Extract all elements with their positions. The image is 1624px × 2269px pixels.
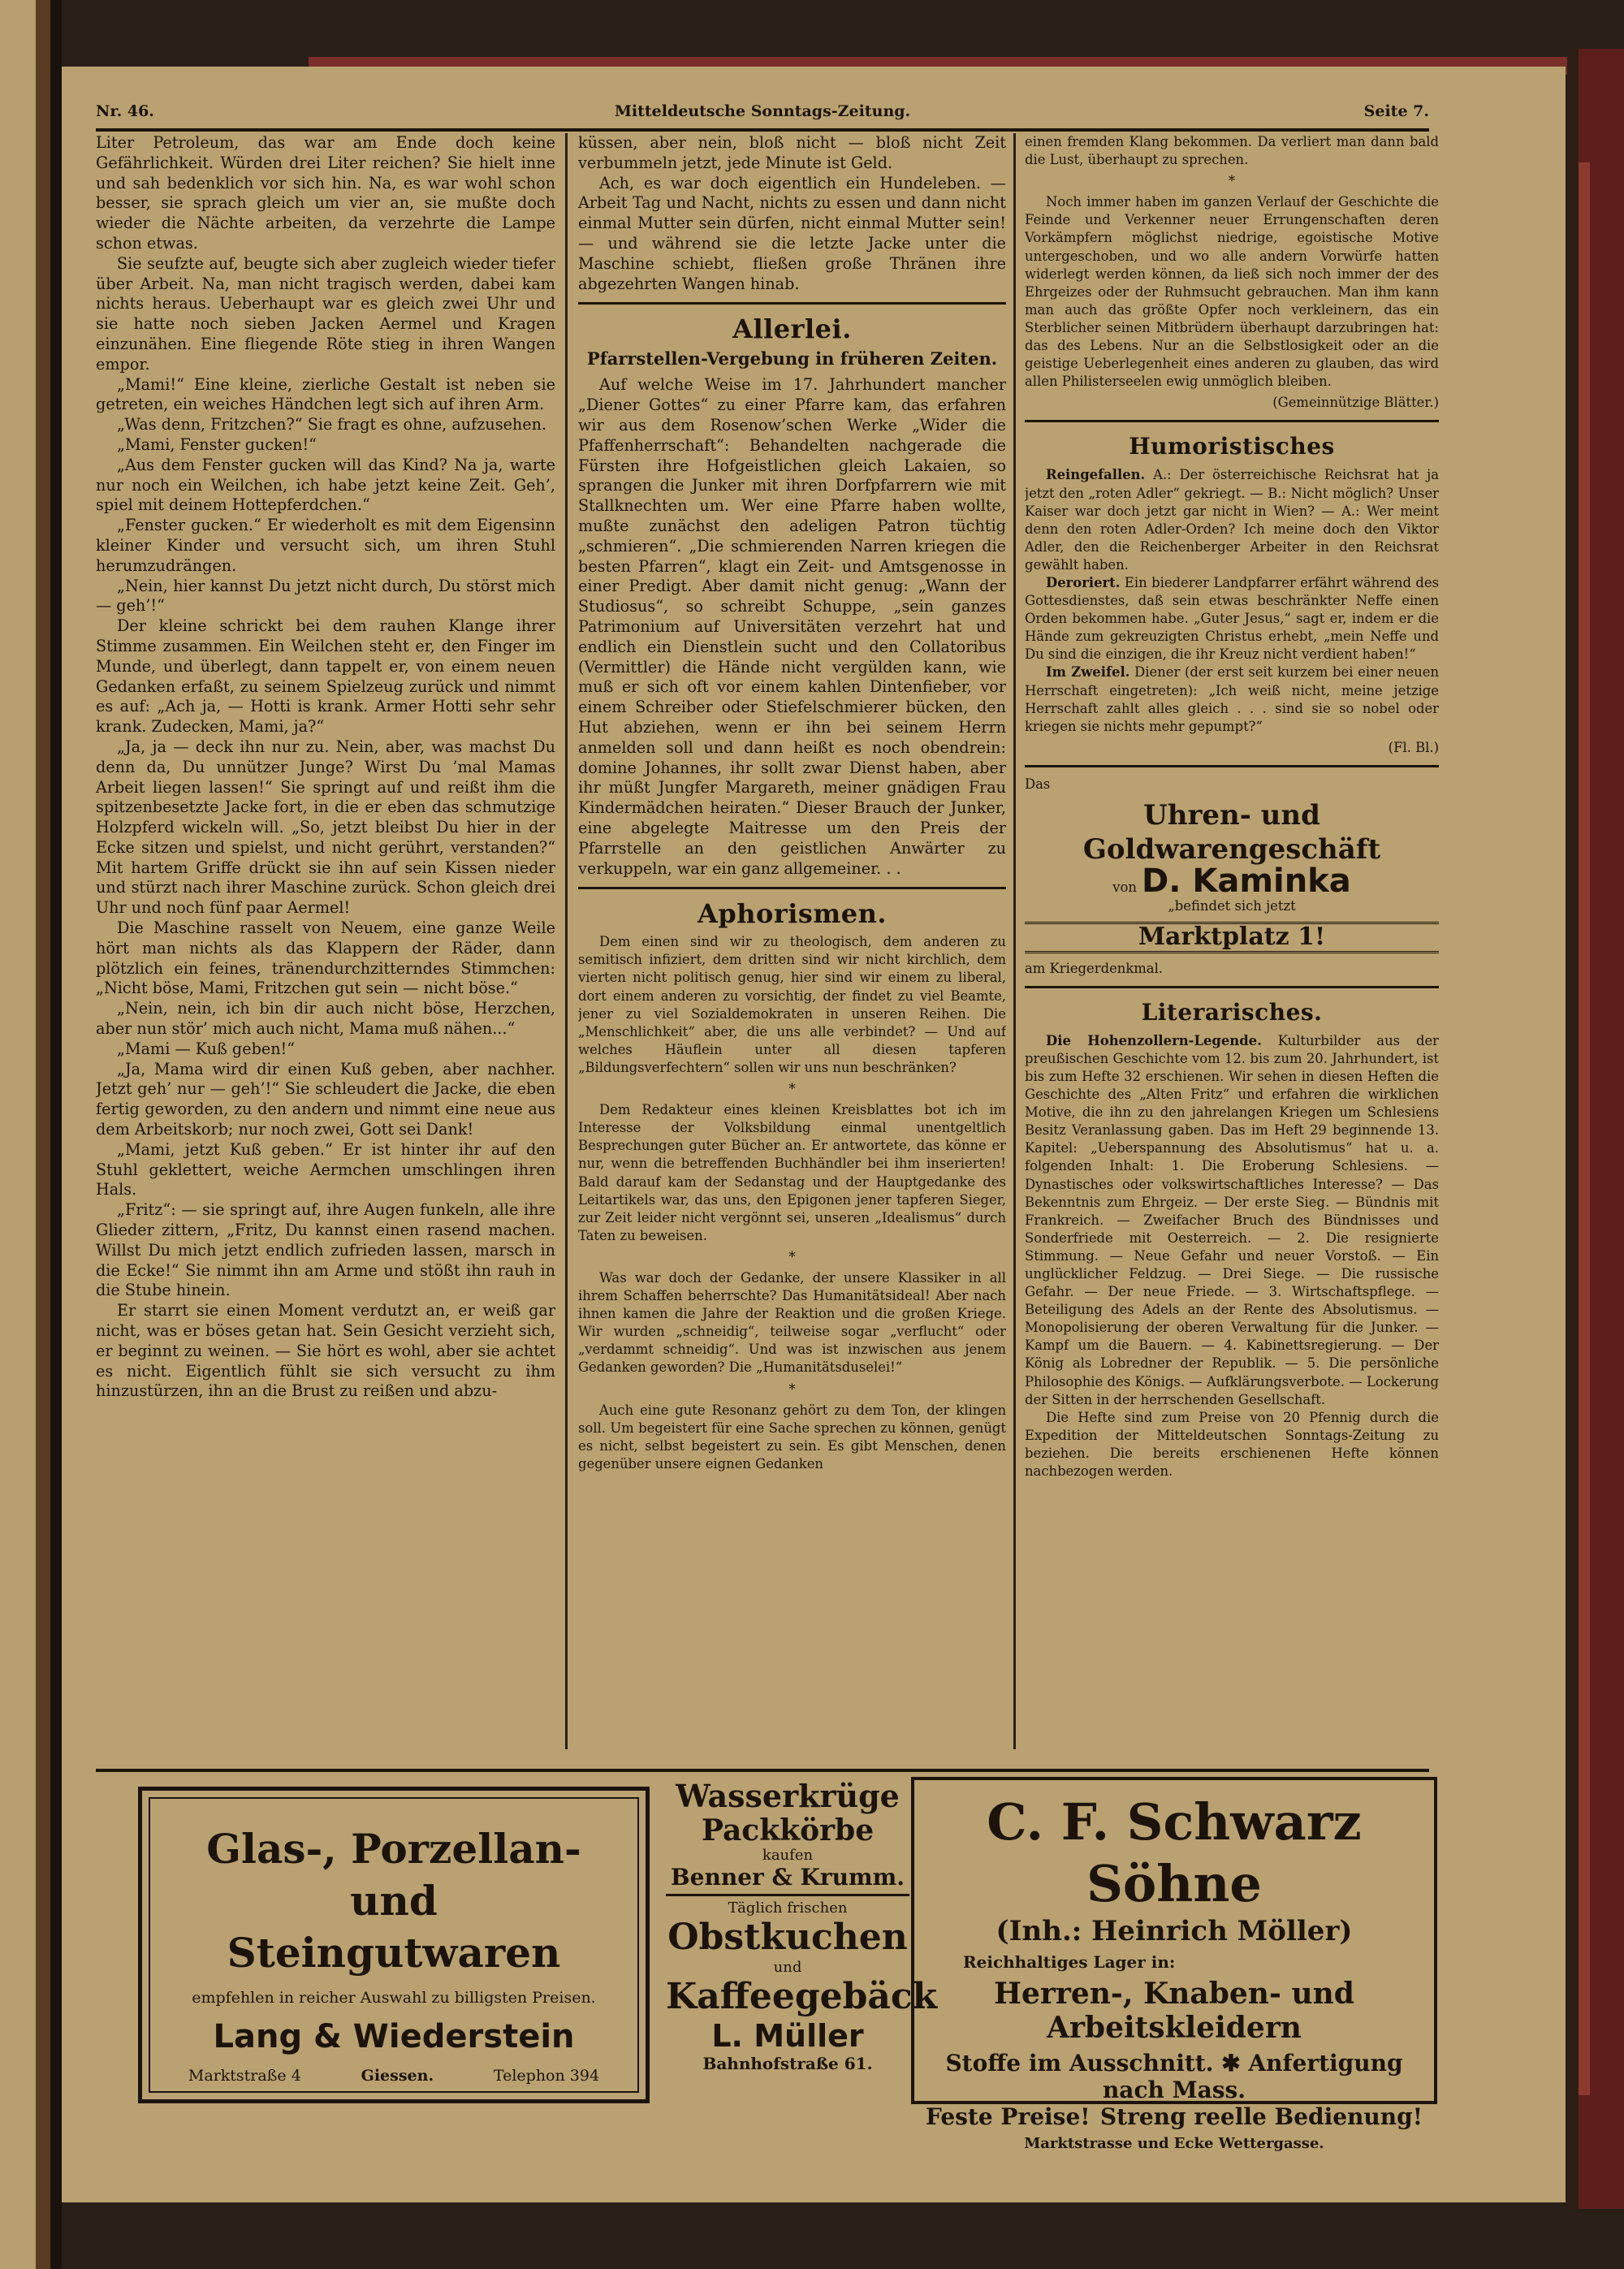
ad-city: Giessen. [361, 2067, 434, 2085]
story-paragraph: „Aus dem Fenster gucken will das Kind? Na ja, warte nur noch ein Weilchen, ich habe jetzt keine Zeit. Geh’, spiel mit deinem Hottepferdchen.“ [96, 455, 555, 515]
column-divider [1013, 133, 1016, 1749]
ad-line: (Inh.: Heinrich Möller) [996, 1915, 1353, 1947]
ad-addr: Marktstraße 4 [188, 2067, 301, 2085]
aphorism: Noch immer haben im ganzen Verlauf der Geschichte die Feinde und Verkenner neuer Errungenschaften deren Vorkämpfern möglichst niedrige, egoistische Motive untergeschoben, und wo alle andern Vorwürfe hatten widerlegt werden können, da ließ sich noch immer der des Ehrgeizes oder der Ruhmsucht gebrauchen. Man ihm kann man auch das größte Opfer noch verkleinern, das ein Sterblicher seinen Mitbrüdern überhaupt darzubringen hat: das des Lebens. Nur an die Selbstlosigkeit oder an die geistige Ueberlegenheit eines anderen zu glauben, das wird allen Philisterseelen ewig unmöglich bleiben. [1025, 194, 1439, 390]
ad-mueller [666, 1778, 938, 2095]
story-paragraph: „Was denn, Fritzchen?“ Sie fragt es ohne, aufzusehen. [117, 415, 547, 434]
ad-line: Streng reelle Bedienung! [1099, 2103, 1423, 2130]
literarisches-title: Literarisches. [1141, 998, 1323, 1026]
story-paragraph: „Ja, Mama wird dir einen Kuß geben, aber nachher. Jetzt geh’ nur — geh’!“ Sie schleudert die Jacke, die eben fertig geworden, zu den andern und nimmt eine neue aus dem Arbeitskorb; nur noch zwei, Gott sei Dank! [96, 1059, 555, 1139]
aphorismen-title: Aphorismen. [698, 898, 887, 930]
humor-title: Humoristisches [1129, 433, 1335, 460]
joke-head: Deroriert. [1046, 574, 1121, 590]
ad-markt: Marktplatz 1! [1025, 922, 1439, 953]
source-note: (Fl. Bl.) [1388, 739, 1439, 755]
lit-end: Die Hefte sind zum Preise von 20 Pfennig durch die Expedition der Mitteldeutschen Sonntags-Zeitung zu beziehen. Die bereits erschienenen Hefte können nachbezogen werden. [1025, 1409, 1439, 1480]
page-number: Seite 7. [1363, 102, 1429, 120]
column-humor [1025, 133, 1439, 1749]
newspaper-title: Mitteldeutsche Sonntags-Zeitung. [614, 102, 911, 120]
aphorism: Auch eine gute Resonanz gehört zu dem Ton, der klingen soll. Um begeistert für eine Sache sprechen zu können, genügt es nicht, selbst begeistert zu sein. Es gibt Menschen, denen gegenüber unsere eignen Gedanken [578, 1402, 1006, 1472]
story-paragraph: Die Maschine rasselt von Neuem, eine ganze Weile hört man nichts als das Klappern der Räder, dann plötzlich ein feines, tränendurchzitterndes Stimmchen: „Nicht böse, Mami, Fritzchen gut sein — nicht böse.“ [96, 918, 555, 998]
story-paragraph: „Mami!“ Eine kleine, zierliche Gestalt ist neben sie getreten, ein weiches Händchen legt sich auf ihren Arm. [96, 374, 555, 414]
book-spine [50, 0, 62, 2269]
story-paragraph: Ach, es war doch eigentlich ein Hundeleben. — Arbeit Tag und Nacht, nichts zu essen und dann nicht einmal Mutter sein dürfen, nicht einmal Mutter sein! — und während sie die letzte Jacke unter die Maschine schiebt, fließen große Thränen ihre abgezehrten Wangen hinab. [578, 173, 1006, 293]
ad-addr: Bahnhofstraße 61. [702, 2054, 873, 2073]
joke-text: A.: Der österreichische Reichsrat hat ja jetzt den „roten Adler“ gekriegt. — B.: Nicht möglich? Unser Kaiser war doch jetzt gar nicht in Wien? — A.: Wer meint denn den roten Adler-Orden? Ich meine doch den Viktor Adler, den die Reichenberger Arbeiter in den Reichsrat gewählt haben. [1025, 467, 1439, 573]
ad-befindet: „befindet sich jetzt [1168, 897, 1296, 914]
section-rule [1025, 420, 1439, 422]
ad-das: Das [1025, 776, 1051, 792]
aphorism: Dem einen sind wir zu theologisch, dem anderen zu semitisch infiziert, dem dritten sind wir nicht kirchlich, dem vierten nicht politisch genug, hier sind wir einem zu liberal, dort einem anderen zu vorsichtig, der findet zu viel Beamte, jener zu viel Sozialdemokraten in unseren Reihen. Die „Menschlichkeit“ aber, die uns alle verbindet? — Und auf welches Häuflein unter all diesen tapferen „Bildungsverfechtern“ sollen wir uns nun beschränken? [578, 934, 1006, 1075]
story-paragraph: „Nein, nein, ich bin dir auch nicht böse, Herzchen, aber nun stör’ mich auch nicht, Mama muß nähen...“ [96, 999, 555, 1039]
cover-band [1579, 162, 1590, 2095]
ads-rule [96, 1769, 1429, 1772]
aphorism: Dem Redakteur eines kleinen Kreisblattes bot ich im Interesse der Volksbildung einmal unentgeltlich Besprechungen guter Bücher an. Er antwortete, das könne er nur, wenn die betreffenden Buchhändler bei ihm inserierten! Bald darauf kam der Sedanstag und der Hauptgedanke des Leitartikels war, das uns, den Epigonen jener tapferen Sieger, zur Zeit leider nicht vergönnt sei, unseren „Idealismus“ durch Taten zu beweisen. [578, 1102, 1006, 1243]
ad-line: empfehlen in reicher Auswahl zu billigsten Preisen. [192, 1989, 596, 2007]
ad-company: C. F. Schwarz Söhne [987, 1792, 1362, 1913]
story-paragraph: „Fenster gucken.“ Er wiederholt es mit dem Eigensinn kleiner Kinder und versucht sich, um ihren Stuhl herumzudrängen. [96, 516, 555, 575]
story-paragraph: „Fritz“: — sie springt auf, ihre Augen funkeln, alle ihre Glieder zittern, „Fritz, Du kannst einen rasend machen. Willst Du mich jetzt endlich zufrieden lassen, marsch in die Ecke!“ Sie nimmt ihn am Arme und stößt ihn rauh in die Stube hinein. [96, 1200, 555, 1300]
story-paragraph: Liter Petroleum, das war am Ende doch keine Gefährlichkeit. Würden drei Liter reichen? Sie hielt inne und sah bedenklich vor sich hin. Na, es war wohl schon besser, sie sprach gleich um vier an, sie mußte doch wieder die Nächte arbeiten, da verzehrte die Lampe schon etwas. [96, 133, 555, 253]
cover-stripe [1567, 49, 1579, 2209]
ad-am: am Kriegerdenkmal. [1025, 960, 1164, 976]
lit-head: Die Hohenzollern-Legende. [1046, 1032, 1262, 1048]
story-paragraph: „Mami, jetzt Kuß geben.“ Er ist hinter ihr auf den Stuhl geklettert, weiche Aermchen umschlingen ihren Hals. [96, 1139, 555, 1199]
ad-line: Packkörbe [701, 1813, 875, 1848]
story-paragraph: Er starrt sie einen Moment verdutzt an, er weiß gar nicht, was er böses getan hat. Sein Gesicht verzieht sich, er beginnt zu weinen. — Sie hört es wohl, aber sie achtet es nicht. Eigentlich fühlt sie sich versucht zu ihm hinzustürzen, ihn an die Brust zu reißen und abzu- [96, 1301, 555, 1401]
allerlei-title: Allerlei. [732, 313, 852, 345]
ad-schwarz [911, 1777, 1437, 2152]
separator-star: * [788, 1248, 796, 1264]
ad-company: Lang & Wiederstein [213, 2018, 575, 2055]
ad-line: Stoffe im Ausschnitt. ✱ Anfertigung nach Mass. [945, 2050, 1403, 2103]
issue-number: Nr. 46. [96, 102, 154, 120]
cover-edge-right [1567, 49, 1624, 2209]
page-header [96, 102, 1429, 123]
ad-company: L. Müller [711, 2018, 864, 2054]
section-rule [578, 302, 1006, 305]
story-paragraph: Sie seufzte auf, beugte sich aber zugleich wieder tiefer über Arbeit. Na, man nicht tragisch werden, dabei kam nichts heraus. Ueberhaupt war es gleich zwei Uhr und sie hatte noch sieben Jacken Aermel und Kragen einzunähen. Eine fliegende Röte stieg in ihren Wangen empor. [96, 253, 555, 374]
header-rule [96, 128, 1429, 132]
story-paragraph: küssen, aber nein, bloß nicht — bloß nicht Zeit verbummeln jetzt, jede Minute ist Geld. [578, 133, 1006, 172]
ad-firm: Uhren- und Goldwarengeschäft [1082, 799, 1381, 866]
section-rule [1025, 986, 1439, 988]
ad-tel: Telephon 394 [493, 2067, 600, 2085]
ad-line: und [773, 1959, 802, 1976]
left-page-shadow [36, 0, 50, 2269]
ad-glas-porzellan [138, 1787, 650, 2103]
joke-text: Diener (der erst seit kurzem bei einer neuen Herrschaft eingetreten): „Ich weiß nicht, meine jetzige Herrschaft zahlt alles gleich . . . sind sie so nobel oder kriegen sie nichts mehr gepumpt?“ [1025, 664, 1439, 734]
ad-addr: Marktstrasse und Ecke Wettergasse. [1024, 2135, 1324, 2152]
column-divider [565, 133, 568, 1749]
section-rule [1025, 765, 1439, 767]
column-allerlei [578, 133, 1006, 1749]
pfarr-title: Pfarrstellen-Vergebung in früheren Zeiten. [586, 348, 998, 370]
ad-line: Wasserkrüge [676, 1778, 900, 1814]
story-paragraph: Der kleine schrickt bei dem rauhen Klange ihrer Stimme zusammen. Ein Weilchen steht er, den Finger im Munde, und überlegt, dann tappelt er, von einem neuen Gedanken erfaßt, zu seinem Spielzeug zurück und nimmt es auf: „Ach ja, — Hotti is krank. Armer Hotti sehr sehr krank. Zudecken, Mami, ja?“ [96, 616, 555, 737]
ad-line: Kaffeegebäck [666, 1976, 938, 2017]
story-paragraph: „Ja, ja — deck ihn nur zu. Nein, aber, was machst Du denn da, Du unnützer Junge? Wirst Du ’mal Mamas Arbeit liegen lassen!“ Sie springt auf und reißt ihm die spitzenbesetzte Jacke fort, in die er eben das schmutzige Holzpferd wickeln will. „So, jetzt bleibst Du hier in der Ecke sitzen und spielst, und nicht gerührt, verstanden?“ Mit hartem Griffe drückt sie ihn auf sein Kissen nieder und stürzt nach ihrer Maschine zurück. Schon gleich drei Uhr und noch fünf paar Aermel! [96, 737, 555, 918]
ad-von: von [1112, 880, 1137, 895]
ad-line: Täglich frischen [728, 1899, 848, 1917]
ad-name: D. Kaminka [1142, 862, 1351, 900]
source-note: (Gemeinnützige Blätter.) [1272, 395, 1439, 411]
lit-text: Kulturbilder aus der preußischen Geschichte vom 12. bis zum 20. Jahrhundert, ist bis zum Hefte 32 erschienen. Wir sehen in diesen Heften die Geschichte des „Alten Fritz“ und erfahren die wirklichen Motive, die ihn zu den jahrelangen Kriegen um Schlesiens Besitz Veranlassung gaben. Das im Heft 29 beginnende 13. Kapitel: „Ueberspannung des Absolutismus“ hat u. a. folgenden Inhalt: 1. Die Eroberung Schlesiens. — Dynastisches oder volkswirtschaftliches Interesse? — Das Bekenntnis zum Ehrgeiz. — Der erste Sieg. — Bündnis mit Frankreich. — Zweifacher Bruch des Bündnisses und Sonderfriede mit Oesterreich. — 2. Die resignierte Stimmung. — Neue Gefahr und neuer Vorstoß. — Ein unglücklicher Feldzug. — Drei Siege. — Die russische Gefahr. — Der neue Friede. — 3. Wirtschaftspflege. — Beteiligung des Adels an der Rente des Absolutismus. — Monopolisierung der oberen Verwaltung für die Junker. — Kampf um die Bauern. — 4. Kabinettsregierung. — Der König als Lobredner der Republik. — 5. Die persönliche Philosophie des Königs. — Aufklärungsverbote. — Lockerung der Sitten in der herrschenden Gesellschaft. [1025, 1032, 1439, 1407]
separator-star: * [788, 1381, 796, 1397]
ad-line: Glas-, Porzellan- und [206, 1825, 581, 1925]
ad-line: kaufen [762, 1847, 814, 1864]
ad-line: Reichhaltiges Lager in: [963, 1952, 1176, 1972]
story-paragraph: „Mami, Fenster gucken!“ [117, 434, 317, 454]
joke-head: Reingefallen. [1046, 467, 1146, 483]
left-page-edge [0, 0, 50, 2269]
separator-star: * [1228, 173, 1236, 189]
ad-line: Obstkuchen [667, 1917, 908, 1958]
ad-line: Benner & Krumm. [666, 1864, 909, 1896]
pfarr-text: Auf welche Weise im 17. Jahrhundert mancher „Diener Gottes“ zu einer Pfarre kam, das erfahren wir aus dem Rosenow’schen Werke „Wider die Pfaffenherrschaft“: Behandelten nachgerade die Fürsten ihre Hofgeistlichen gleich Lakaien, so sprangen die Junker mit ihren Dorfpfarrern wie mit Stallknechten um. Wer eine Pfarre haben wollte, mußte zunächst den adeligen Patron tüchtig „schmieren“. „Die schmierenden Narren kriegen die besten Pfarren“, klagt ein Zeit- und Amtsgenosse in einer Predigt. Aber damit nicht genug: „Wann der Studiosus“, so schreibt Schuppe, „sein ganzes Patrimonium auf Universitäten verzehrt hat und endlich ein Dienstlein sucht und den Collatoribus (Vermittler) die Hände nicht vergülden kann, wie muß er sich oft vor einem kahlen Dintenfieber, vor einem Schreiber oder Stiefelschmierer bücken, den Hut abziehen, wenn er ihn bei seinem Herrn anmelden soll und dann heißt es noch obendrein: domine Johannes, ihr sollt zwar Dienst haben, aber ihr müßt Jungfer Margareth, meiner gnädigen Frau Kindermädchen heiraten.“ Dieser Brauch der Junker, eine abgelegte Maitresse um den Preis der Pfarrstelle an den geistlichen Anwärter zu verkuppeln, war ein ganz allgemeiner. . . [578, 375, 1006, 878]
separator-star: * [788, 1081, 796, 1097]
story-paragraph: „Nein, hier kannst Du jetzt nicht durch, Du störst mich — geh’!“ [96, 576, 555, 616]
ad-line: Herren-, Knaben- und Arbeitskleidern [994, 1977, 1354, 2045]
ad-line: Feste Preise! [926, 2103, 1091, 2130]
aphorism-end: einen fremden Klang bekommen. Da verliert man dann bald die Lust, überhaupt zu sprechen. [1025, 134, 1439, 168]
column-story [96, 133, 555, 1749]
joke-head: Im Zweifel. [1046, 664, 1130, 681]
story-paragraph: „Mami — Kuß geben!“ [117, 1039, 296, 1058]
joke-text: Ein biederer Landpfarrer erfährt während des Gottesdienstes, daß sein etwas beschränkter Neffe einen Orden bekommen habe. „Guter Jesus,“ sagt er, indem er die Hände zum gekreuzigten Christus erhebt, „mein Neffe und Du sind die einzigen, die ihr Kreuz nicht verdient haben!“ [1025, 574, 1439, 663]
aphorism: Was war doch der Gedanke, der unsere Klassiker in all ihrem Schaffen beherrschte? Das Humanitätsideal! Aber nach ihnen kamen die Jahre der Reaktion und die großen Kriege. Wir wurden „schneidig“, teilweise sogar „verflucht“ oder „verdammt schneidig“. Und was ist inzwischen aus jenem Gedanken geworden? Die „Humanitätsduselei!“ [578, 1269, 1006, 1376]
kaminka-ad [1025, 776, 1439, 978]
ad-line: Steingutwaren [227, 1929, 561, 1977]
section-rule [578, 887, 1006, 889]
